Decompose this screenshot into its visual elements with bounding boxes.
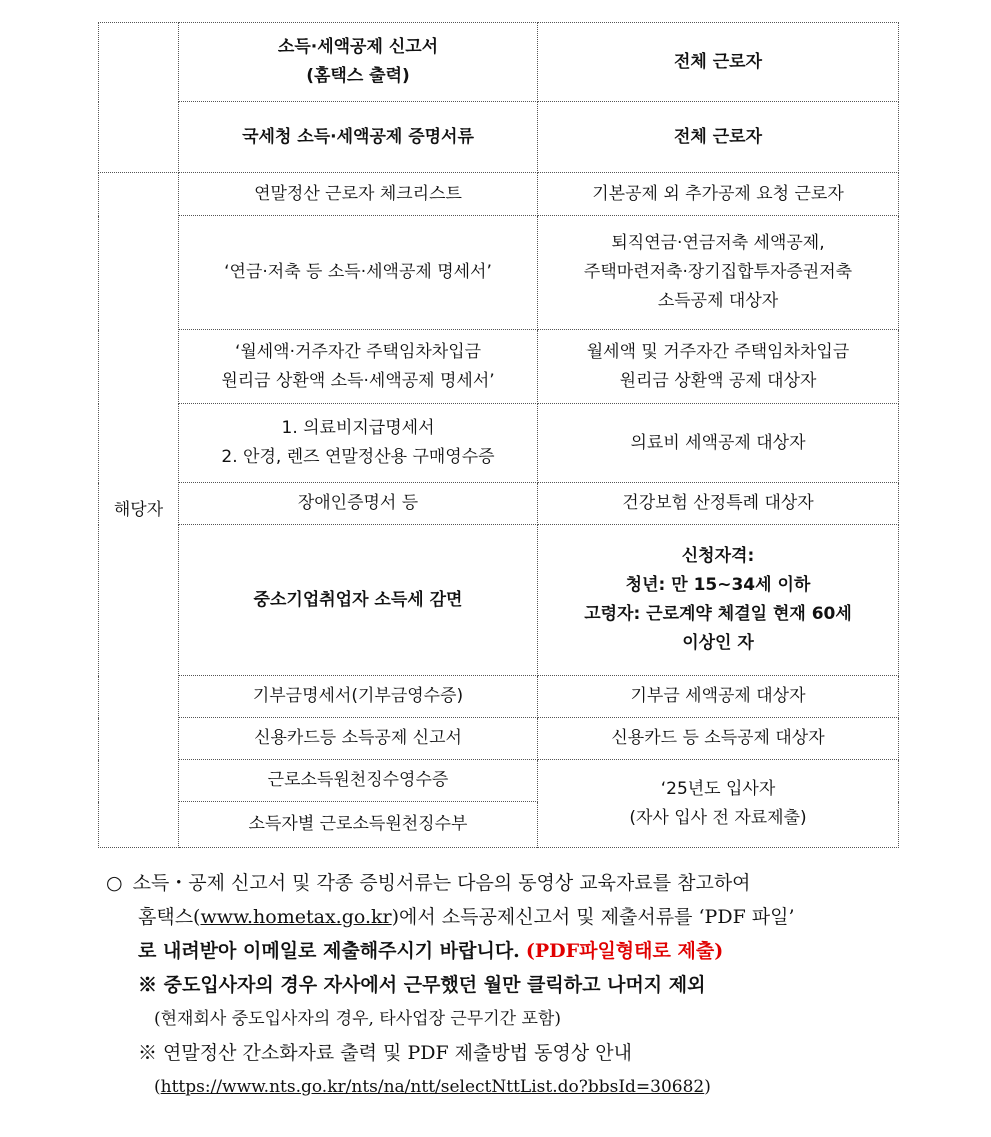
document-cell: 중소기업취업자 소득세 감면: [179, 525, 538, 676]
submission-documents-table: [98, 22, 899, 848]
table-row: [99, 330, 899, 404]
document-cell: 근로소득원천징수영수증: [179, 760, 538, 802]
table-row: [99, 525, 899, 676]
table-row: [99, 483, 899, 525]
note-line-7: (https://www.nts.go.kr/nts/na/ntt/selectNttList.do?bbsId=30682): [154, 1077, 711, 1097]
note-line-5: (현재회사 중도입사자의 경우, 타사업장 근무기간 포함): [154, 1009, 561, 1029]
target-cell: 신용카드 등 소득공제 대상자: [538, 718, 899, 760]
document-cell: 장애인증명서 등: [179, 483, 538, 525]
instructions-notes: [106, 866, 906, 1104]
note-line-3: 로 내려받아 이메일로 제출해주시기 바랍니다. (PDF파일형태로 제출): [138, 940, 724, 962]
document-cell: 소득자별 근로소득원천징수부: [179, 802, 538, 848]
circle-bullet-icon: ○: [106, 872, 123, 894]
document-cell: 소득·세액공제 신고서 (홈택스 출력): [179, 23, 538, 102]
target-cell: 월세액 및 거주자간 주택임차차입금 원리금 상환액 공제 대상자: [538, 330, 899, 404]
document-cell: 1. 의료비지급명세서 2. 안경, 렌즈 연말정산용 구매영수증: [179, 404, 538, 483]
target-cell: 의료비 세액공제 대상자: [538, 404, 899, 483]
hometax-link[interactable]: www.hometax.go.kr: [200, 906, 392, 928]
note-line-1: ○ 소득・공제 신고서 및 각종 증빙서류는 다음의 동영상 교육자료를 참고하여: [106, 866, 906, 900]
document-cell: 기부금명세서(기부금영수증): [179, 676, 538, 718]
note-line-4: ※ 중도입사자의 경우 자사에서 근무했던 월만 클릭하고 나머지 제외: [138, 974, 706, 996]
group-cell-blank: [99, 23, 179, 173]
document-cell: 연말정산 근로자 체크리스트: [179, 173, 538, 216]
target-cell: 전체 근로자: [538, 102, 899, 173]
target-cell: 건강보험 산정특례 대상자: [538, 483, 899, 525]
table-row: [99, 676, 899, 718]
table-row: [99, 102, 899, 173]
target-cell: 퇴직연금·연금저축 세액공제, 주택마련저축·장기집합투자증권저축 소득공제 대상자: [538, 216, 899, 330]
table-row: [99, 23, 899, 102]
table-row: [99, 173, 899, 216]
document-cell: ‘연금·저축 등 소득·세액공제 명세서’: [179, 216, 538, 330]
target-cell: 기본공제 외 추가공제 요청 근로자: [538, 173, 899, 216]
table-row: [99, 216, 899, 330]
target-cell: 신청자격: 청년: 만 15~34세 이하 고령자: 근로계약 체결일 현재 60세 이상인 자: [538, 525, 899, 676]
target-cell: 기부금 세액공제 대상자: [538, 676, 899, 718]
note-line-2: 홈택스(www.hometax.go.kr)에서 소득공제신고서 및 제출서류를 ‘PDF 파일’: [138, 906, 795, 928]
document-cell: ‘월세액·거주자간 주택임차차입금 원리금 상환액 소득·세액공제 명세서’: [179, 330, 538, 404]
table-row: [99, 718, 899, 760]
table-row: [99, 760, 899, 802]
target-cell: 전체 근로자: [538, 23, 899, 102]
note-line-6: ※ 연말정산 간소화자료 출력 및 PDF 제출방법 동영상 안내: [138, 1042, 632, 1064]
nts-video-link[interactable]: https://www.nts.go.kr/nts/na/ntt/selectNttList.do?bbsId=30682: [160, 1077, 705, 1097]
table-row: [99, 404, 899, 483]
target-cell: ‘25년도 입사자 (자사 입사 전 자료제출): [538, 760, 899, 848]
pdf-format-notice: (PDF파일형태로 제출): [525, 940, 724, 962]
group-label-cell: 해당자: [99, 173, 179, 848]
document-cell: 신용카드등 소득공제 신고서: [179, 718, 538, 760]
document-cell: 국세청 소득·세액공제 증명서류: [179, 102, 538, 173]
